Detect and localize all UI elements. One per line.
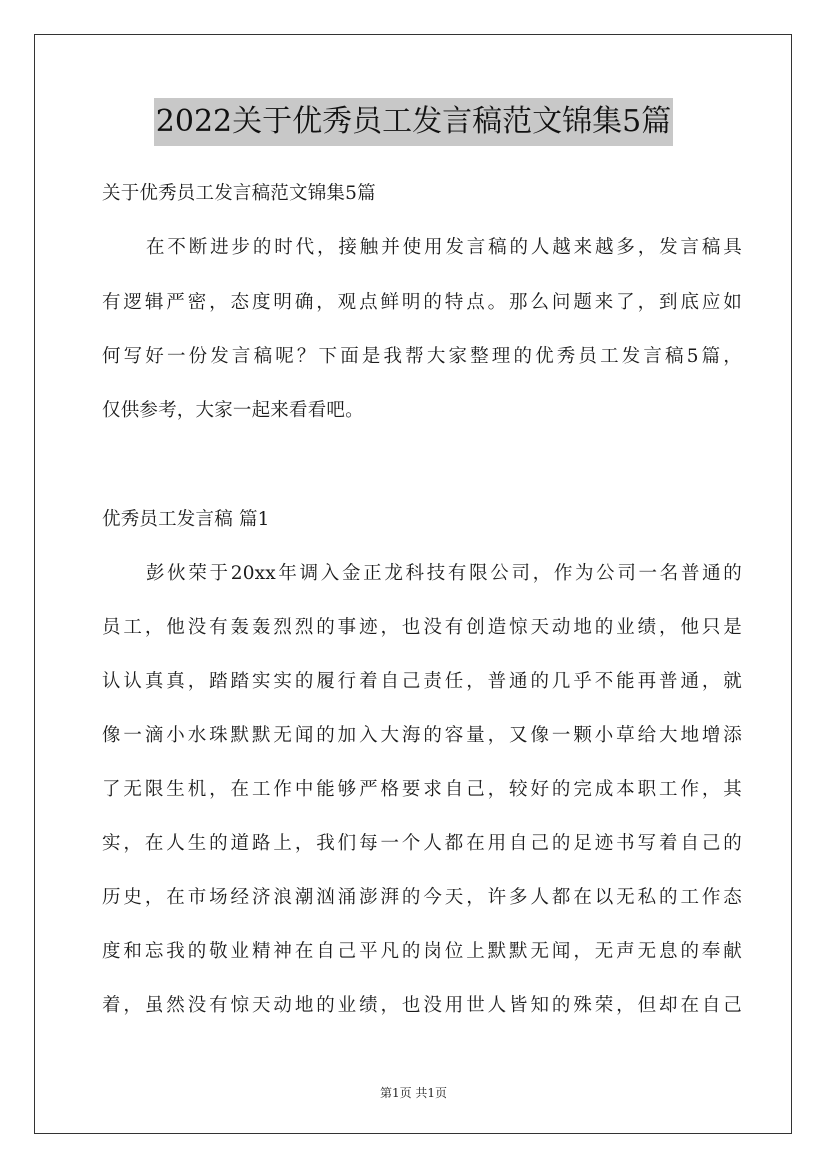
section-heading: 优秀员工发言稿 篇1 [102, 509, 270, 530]
body-line: 了无限生机，在工作中能够严格要求自己，较好的完成本职工作，其 [102, 779, 742, 800]
intro-line: 何写好一份发言稿呢？下面是我帮大家整理的优秀员工发言稿5篇， [102, 346, 742, 367]
body-line: 度和忘我的敬业精神在自己平凡的岗位上默默无闻，无声无息的奉献 [102, 941, 742, 962]
intro-line: 在不断进步的时代，接触并使用发言稿的人越来越多，发言稿具 [146, 237, 742, 258]
body-line: 员工，他没有轰轰烈烈的事迹，也没有创造惊天动地的业绩，他只是 [102, 617, 742, 638]
page-footer: 第1页 共1页 [379, 1086, 448, 1100]
body-line: 认认真真，踏踏实实的履行着自己责任，普通的几乎不能再普通，就 [102, 671, 742, 692]
document-subtitle: 关于优秀员工发言稿范文锦集5篇 [102, 183, 376, 204]
document-title: 2022关于优秀员工发言稿范文锦集5篇 [154, 98, 673, 146]
intro-line: 仅供参考，大家一起来看看吧。 [102, 400, 364, 421]
body-line: 实，在人生的道路上，我们每一个人都在用自己的足迹书写着自己的 [102, 833, 742, 854]
intro-line: 有逻辑严密，态度明确，观点鲜明的特点。那么问题来了，到底应如 [102, 292, 742, 313]
title-container [0, 98, 827, 146]
body-line: 历史，在市场经济浪潮汹涌澎湃的今天，许多人都在以无私的工作态 [102, 887, 742, 908]
body-line: 像一滴小水珠默默无闻的加入大海的容量，又像一颗小草给大地增添 [102, 725, 742, 746]
body-line: 彭伙荣于20xx年调入金正龙科技有限公司，作为公司一名普通的 [146, 563, 742, 584]
body-line: 着，虽然没有惊天动地的业绩，也没用世人皆知的殊荣，但却在自己 [102, 995, 742, 1016]
